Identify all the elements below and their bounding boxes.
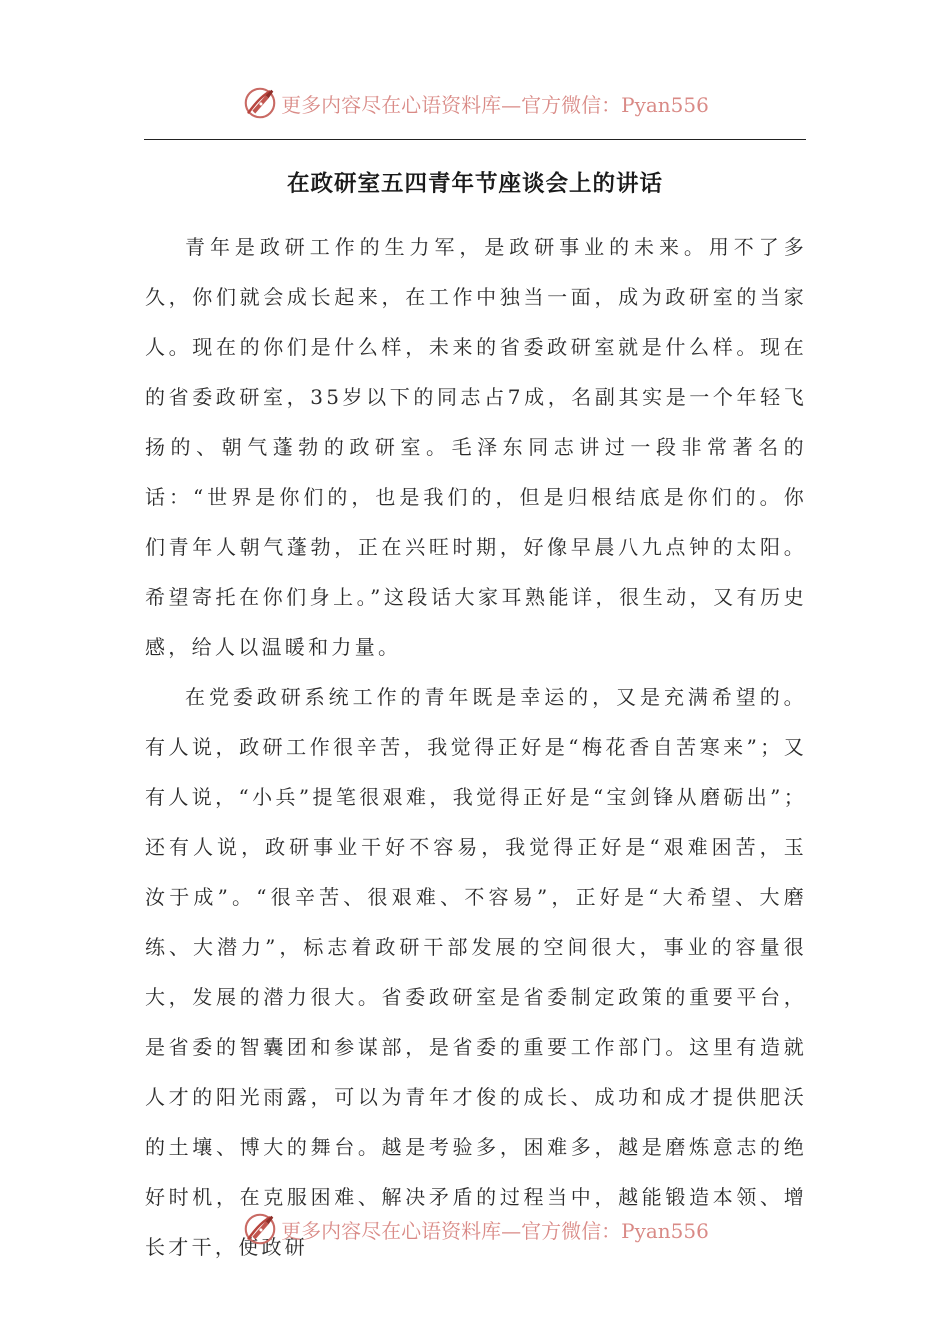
header-banner-text: 更多内容尽在心语资料库—官方微信：Pyan556 — [281, 92, 709, 117]
document-body — [145, 222, 807, 1272]
header-divider — [144, 139, 806, 140]
paragraph: 在党委政研系统工作的青年既是幸运的，又是充满希望的。有人说，政研工作很辛苦，我觉得正好是“梅花香自苦寒来”；又有人说，“小兵”提笔很艰难，我觉得正好是“宝剑锋从磨砺出”；还有人说，政研事业干好不容易，我觉得正好是“艰难困苦，玉汝于成”。“很辛苦、很艰难、不容易”，正好是“大希望、大磨练、大潜力”，标志着政研干部发展的空间很大，事业的容量很大，发展的潜力很大。省委政研室是省委制定政策的重要平台，是省委的智囊团和参谋部，是省委的重要工作部门。这里有造就人才的阳光雨露，可以为青年才俊的成长、成功和成才提供肥沃的土壤、博大的舞台。越是考验多，困难多，越是磨炼意志的绝好时机，在克服困难、解决矛盾的过程当中，越能锻造本领、增长才干，使政研 — [145, 685, 807, 1259]
document-title: 在政研室五四青年节座谈会上的讲话 — [286, 171, 663, 197]
pen-nib-logo-icon — [241, 84, 279, 122]
header-banner — [0, 78, 950, 128]
footer-banner-text: 更多内容尽在心语资料库—官方微信：Pyan556 — [281, 1218, 709, 1243]
pen-nib-logo-icon — [241, 1210, 279, 1248]
paragraph: 青年是政研工作的生力军，是政研事业的未来。用不了多久，你们就会成长起来，在工作中独当一面，成为政研室的当家人。现在的你们是什么样，未来的省委政研室就是什么样。现在的省委政研室，35岁以下的同志占7成，名副其实是一个年轻飞扬的、朝气蓬勃的政研室。毛泽东同志讲过一段非常著名的话：“世界是你们的，也是我们的，但是归根结底是你们的。你们青年人朝气蓬勃，正在兴旺时期，好像早晨八九点钟的太阳。希望寄托在你们身上。”这段话大家耳熟能详，很生动，又有历史感，给人以温暖和力量。 — [145, 235, 807, 659]
footer-banner — [0, 1204, 950, 1254]
